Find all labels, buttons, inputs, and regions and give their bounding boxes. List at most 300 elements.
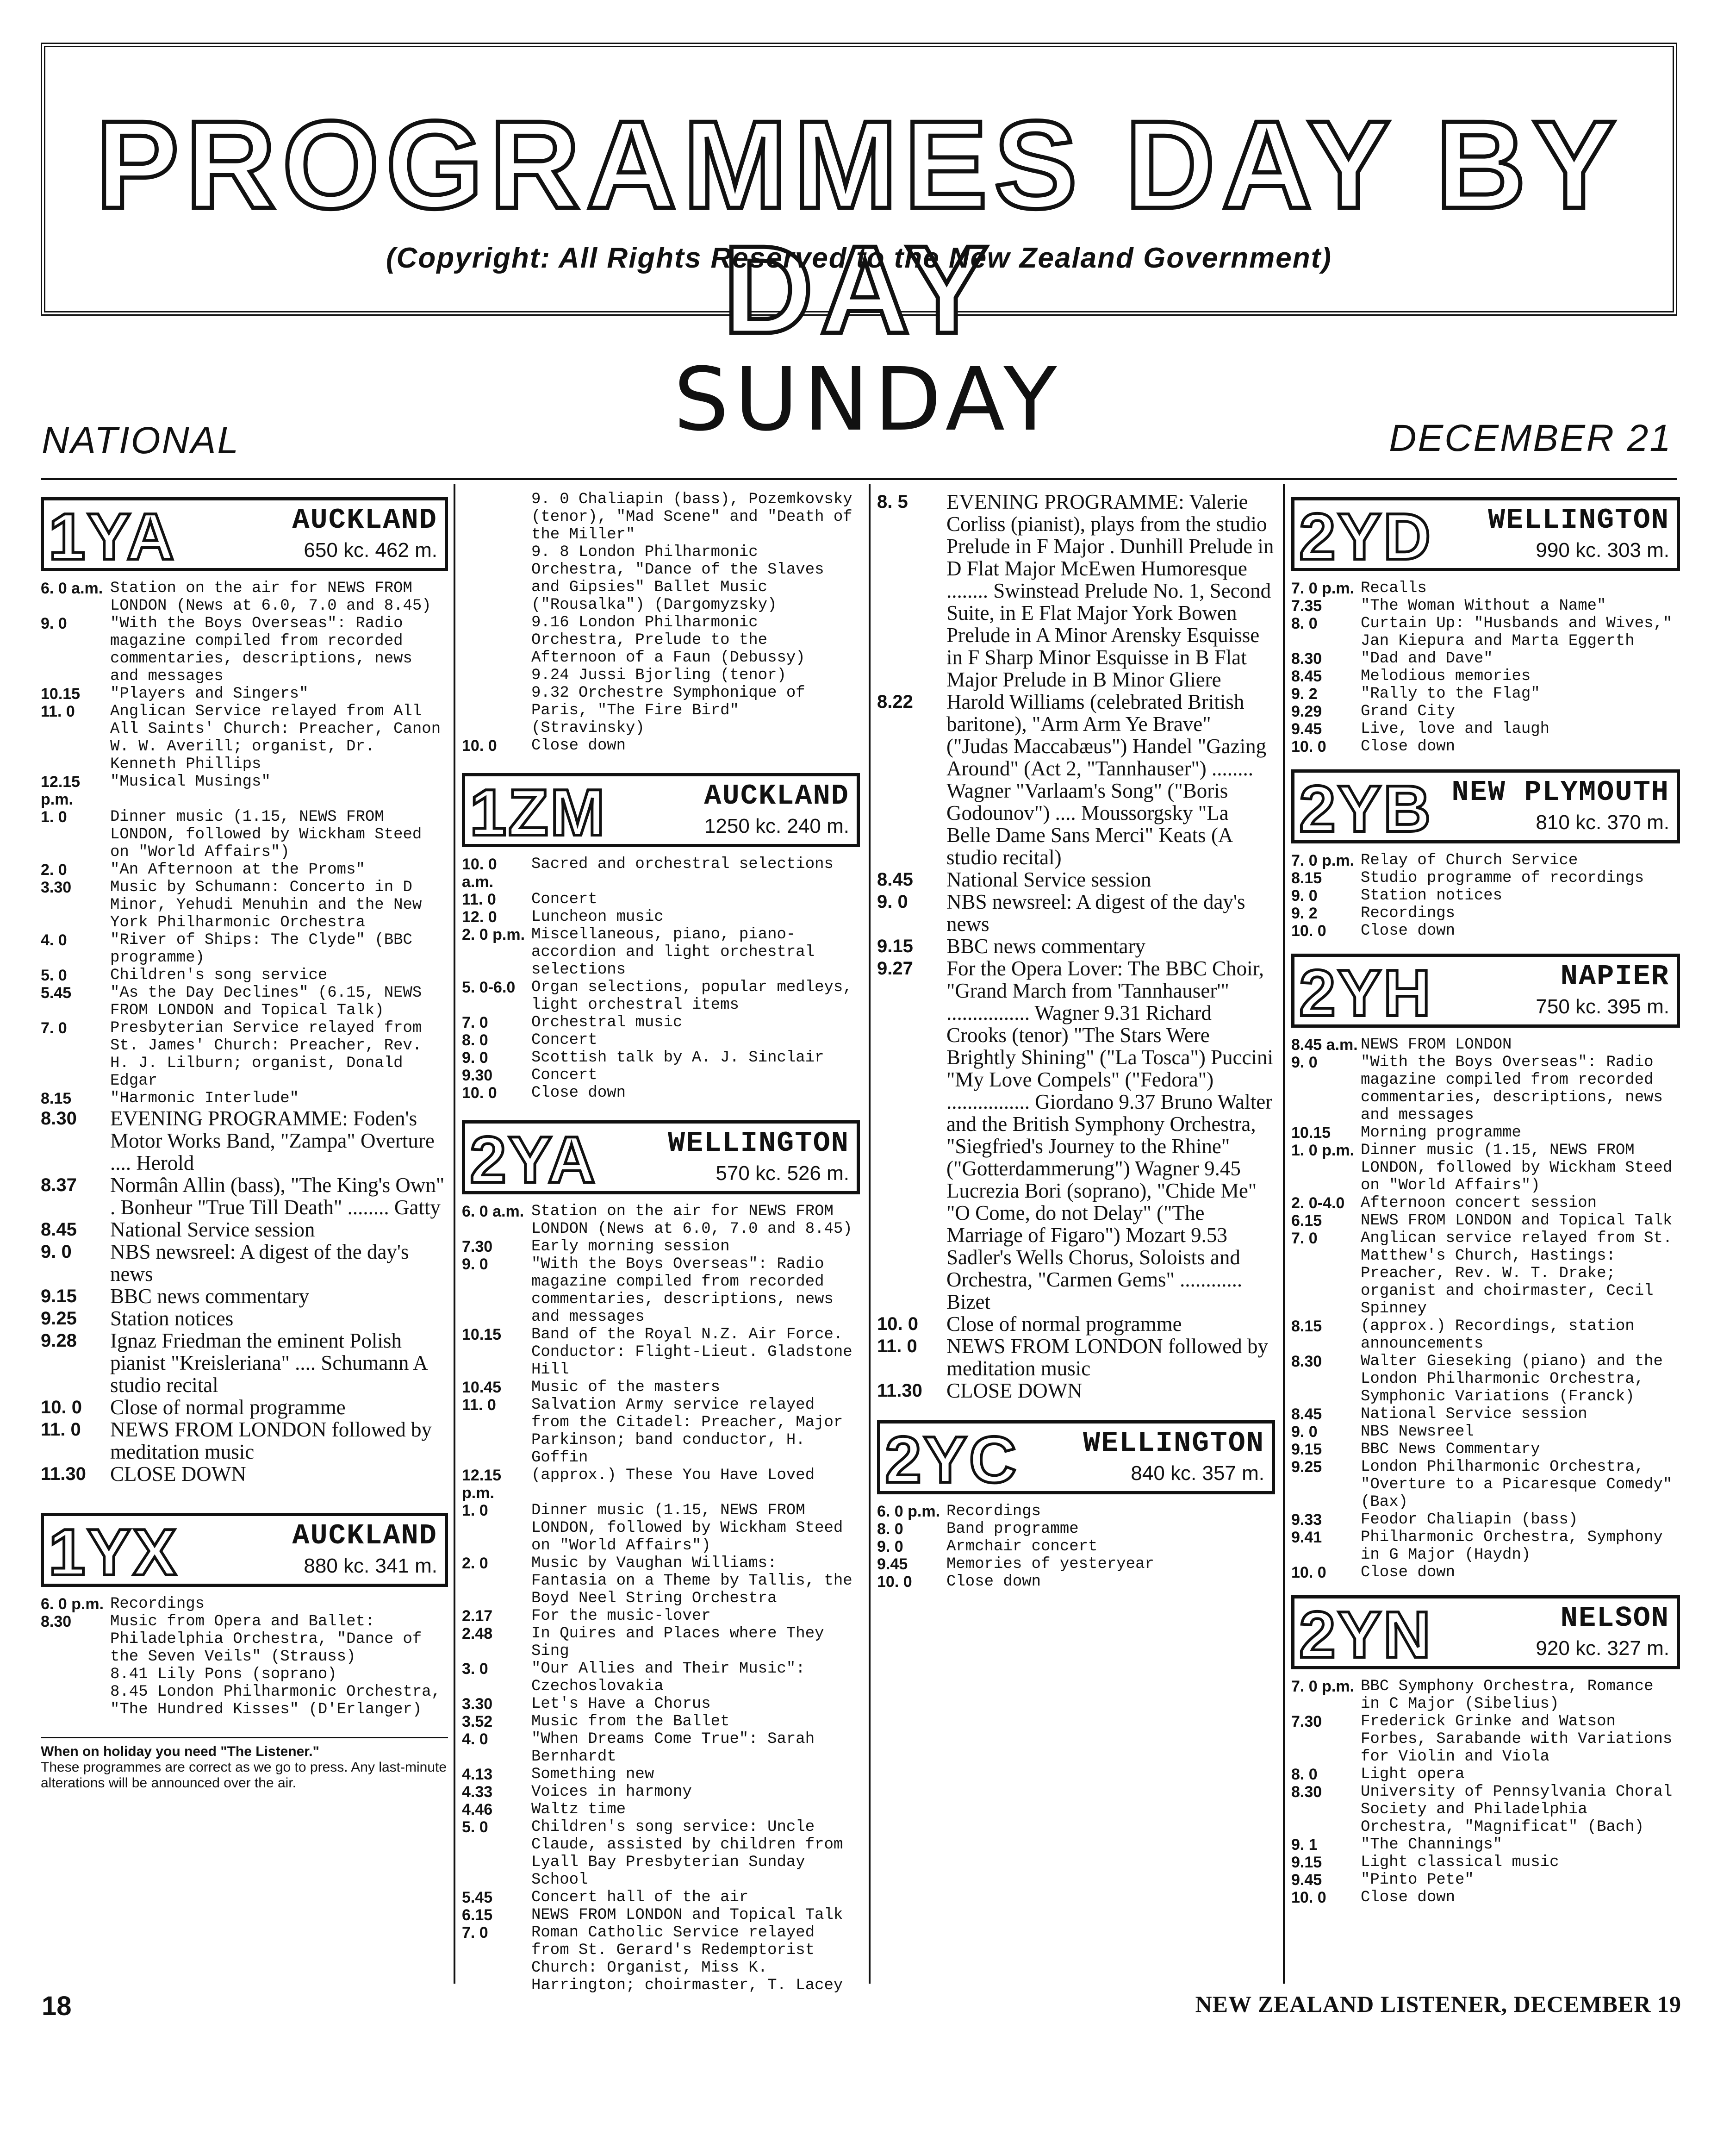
programme-time: 6.15 <box>1291 1212 1322 1230</box>
programme-time <box>462 684 531 737</box>
station-2yc <box>877 1420 1275 1497</box>
programme-description: NBS newsreel: A digest of the day's news <box>946 890 1245 936</box>
programme-description: Concert hall of the air <box>531 1889 749 1906</box>
programme-description: Anglican Service relayed from All All Saints' Church: Preacher, Canon W. W. Averill; organist, Dr. Kenneth Phillips <box>110 703 441 773</box>
programme-description: Curtain Up: "Husbands and Wives," Jan Kiepura and Marta Eggerth <box>1361 615 1673 650</box>
programme-description: Station notices <box>1361 887 1503 905</box>
programme-time: 3.52 <box>462 1713 493 1730</box>
programme-time <box>41 1666 110 1683</box>
programme-list-2yh <box>1291 1036 1680 1581</box>
programme-time: 5.45 <box>462 1889 493 1906</box>
programme-description: Concert <box>531 1031 597 1049</box>
programme-description: EVENING PROGRAMME: Foden's Motor Works Band, "Zampa" Overture .... Herold <box>110 1107 435 1174</box>
station-city: NAPIER <box>1560 960 1669 993</box>
programme-list-2yd <box>1291 580 1680 755</box>
programme-description: "With the Boys Overseas": Radio magazine compiled from recorded commentaries, descriptions, news and messages <box>531 1255 834 1326</box>
programme-description: Light classical music <box>1361 1854 1559 1871</box>
programme-description: Music by Schumann: Concerto in D Minor, Yehudi Menuhin and the New York Philharmonic Orchestra <box>110 879 422 931</box>
station-city: NEW PLYMOUTH <box>1451 776 1669 809</box>
programme-entry <box>1291 738 1680 755</box>
programme-entry <box>1291 1783 1680 1836</box>
programme-description: Voices in harmony <box>531 1783 692 1801</box>
programme-entry <box>462 1049 860 1067</box>
programme-entry <box>1291 1212 1680 1230</box>
programme-description: Normân Allin (bass), "The King's Own" . Bonheur "True Till Death" ........ Gatty <box>110 1174 445 1219</box>
programme-description: Station notices <box>110 1307 234 1330</box>
programme-time: 1. 0 <box>41 808 67 826</box>
programme-description: Station on the air for NEWS FROM LONDON (News at 6.0, 7.0 and 8.45) <box>110 580 431 615</box>
programme-description: Close down <box>1361 1889 1456 1906</box>
programme-time: 8.30 <box>41 1108 77 1129</box>
programme-entry <box>462 926 860 979</box>
programme-entry <box>1291 905 1680 922</box>
programme-description: BBC news commentary <box>946 935 1145 958</box>
programme-time: 11.30 <box>41 1464 86 1484</box>
programme-description: BBC Symphony Orchestra, Romance in C Major (Sibelius) <box>1361 1678 1654 1713</box>
programme-time: 11. 0 <box>462 891 496 908</box>
programme-time: 4. 0 <box>41 931 67 949</box>
note-heading: When on holiday you need "The Listener." <box>41 1744 319 1759</box>
programme-description: National Service session <box>1361 1405 1587 1423</box>
programme-time: 10. 0 a.m. <box>462 855 497 891</box>
programme-entry <box>877 957 1275 1313</box>
programme-time: 12. 0 <box>462 908 497 926</box>
programme-entry <box>41 1396 448 1418</box>
programme-description: Presbyterian Service relayed from St. James' Church: Preacher, Rev. H. J. Lilburn; organist, Donald Edgar <box>110 1019 422 1090</box>
programme-description: National Service session <box>946 868 1151 891</box>
programme-description: Salvation Army service relayed from the Citadel: Preacher, Major Parkinson; band conductor, H. Goffin <box>531 1396 843 1467</box>
programme-entry <box>41 1418 448 1463</box>
column-3 <box>877 491 1275 1972</box>
programme-entry <box>462 667 860 684</box>
programme-time: 7.30 <box>1291 1713 1322 1730</box>
programme-description: "The Channings" <box>1361 1836 1503 1854</box>
programme-entry <box>41 1666 448 1683</box>
programme-description: Close down <box>946 1573 1041 1591</box>
programme-entry <box>41 1107 448 1174</box>
station-1zm <box>462 773 860 847</box>
programme-list-1zm <box>462 855 860 1102</box>
masthead-title: PROGRAMMES DAY BY DAY <box>95 95 1623 360</box>
programme-description: Dinner music (1.15, NEWS FROM LONDON, followed by Wickham Steed on "World Affairs") <box>1361 1142 1673 1194</box>
programme-entry <box>1291 869 1680 887</box>
programme-entry <box>877 1520 1275 1538</box>
programme-description: BBC News Commentary <box>1361 1441 1540 1458</box>
programme-description: (approx.) These You Have Loved <box>531 1467 815 1484</box>
programme-entry <box>877 691 1275 868</box>
programme-description: Something new <box>531 1766 654 1783</box>
programme-entry <box>462 1695 860 1713</box>
programme-description: Recalls <box>1361 580 1427 597</box>
programme-time: 8.45 <box>41 1219 77 1240</box>
programme-description: Close down <box>1361 922 1456 940</box>
programme-time: 10. 0 <box>1291 1564 1326 1581</box>
programme-list-2yn <box>1291 1678 1680 1906</box>
column-2 <box>462 491 860 1994</box>
programme-description: NBS Newsreel <box>1361 1423 1474 1441</box>
programme-entry <box>1291 887 1680 905</box>
programme-entry <box>1291 1194 1680 1212</box>
programme-time: 6. 0 a.m. <box>41 580 103 597</box>
programme-description: Morning programme <box>1361 1124 1521 1142</box>
programme-entry <box>41 703 448 773</box>
programme-time: 8.15 <box>1291 1317 1322 1335</box>
programme-time: 9. 0 <box>877 892 908 912</box>
programme-time: 6. 0 p.m. <box>41 1595 104 1613</box>
station-city: AUCKLAND <box>704 780 849 812</box>
programme-entry <box>1291 1871 1680 1889</box>
station-2ya <box>462 1120 860 1197</box>
programme-description: Close of normal programme <box>946 1312 1182 1336</box>
programme-time: 7. 0 p.m. <box>1291 580 1355 597</box>
programme-entry <box>41 861 448 879</box>
programme-entry <box>462 1084 860 1102</box>
programme-time: 10.15 <box>1291 1124 1331 1142</box>
programme-description: "With the Boys Overseas": Radio magazine compiled from recorded commentaries, descriptions, news and messages <box>110 615 412 685</box>
programme-description: Children's song service <box>110 967 328 984</box>
station-frequency: 840 kc. 357 m. <box>1131 1462 1264 1485</box>
programme-entry <box>1291 703 1680 720</box>
station-calls: 1ZM <box>470 776 607 849</box>
programme-entry <box>41 967 448 984</box>
programme-entry <box>1291 1511 1680 1529</box>
programme-entry <box>462 1031 860 1049</box>
programme-time: 9.15 <box>1291 1854 1322 1871</box>
programme-time <box>41 1683 110 1718</box>
programme-entry <box>1291 1458 1680 1511</box>
programme-entry <box>877 1380 1275 1402</box>
date-label: DECEMBER 21 <box>1389 417 1672 459</box>
programme-entry <box>462 1607 860 1625</box>
programme-time: 7. 0 <box>462 1924 488 1942</box>
station-calls: 2YB <box>1299 772 1433 846</box>
column-divider <box>454 484 455 1984</box>
programme-description: "An Afternoon at the Proms" <box>110 861 365 879</box>
programme-time: 8. 5 <box>877 492 908 512</box>
programme-entry <box>1291 1441 1680 1458</box>
programme-entry <box>1291 1036 1680 1054</box>
programme-entry <box>462 1906 860 1924</box>
programme-time: 2.17 <box>462 1607 493 1625</box>
programme-time: 7. 0 <box>1291 1230 1318 1247</box>
programme-time: 9.15 <box>41 1286 77 1306</box>
station-2yh <box>1291 954 1680 1028</box>
programme-description: Orchestral music <box>531 1014 683 1031</box>
programme-description: Concert <box>531 891 597 908</box>
programme-entry <box>41 1330 448 1396</box>
programme-entry <box>462 1255 860 1326</box>
programme-description: NEWS FROM LONDON and Topical Talk <box>531 1906 843 1924</box>
programme-entry <box>1291 1678 1680 1713</box>
programme-time: 9.45 <box>877 1555 908 1573</box>
programme-entry <box>1291 1854 1680 1871</box>
station-frequency: 810 kc. 370 m. <box>1536 811 1669 834</box>
programme-description: 8.41 Lily Pons (soprano) <box>110 1666 337 1683</box>
programme-entry <box>41 685 448 703</box>
programme-time: 5. 0 <box>462 1818 488 1836</box>
programme-entry <box>41 1218 448 1241</box>
programme-description: NEWS FROM LONDON and Topical Talk <box>1361 1212 1673 1230</box>
programme-entry <box>1291 1423 1680 1441</box>
programme-description: "Players and Singers" <box>110 685 309 703</box>
programme-description: Close down <box>1361 1564 1456 1581</box>
station-calls: 2YN <box>1299 1598 1433 1672</box>
programme-description: "When Dreams Come True": Sarah Bernhardt <box>531 1730 815 1766</box>
station-2yb <box>1291 769 1680 846</box>
programme-description: 9. 8 London Philharmonic Orchestra, "Dance of the Slaves and Gipsies" Ballet Music ("Rousalka") (Dargomyzsky) <box>531 543 824 614</box>
note-body: These programmes are correct as we go to press. Any last-minute alterations will be announced over the air. <box>41 1760 447 1791</box>
station-frequency: 880 kc. 341 m. <box>304 1555 437 1577</box>
station-city: AUCKLAND <box>292 504 437 537</box>
station-calls: 2YH <box>1299 956 1433 1030</box>
programme-entry <box>877 891 1275 935</box>
programme-time: 9. 0 <box>1291 1423 1318 1441</box>
station-frequency: 650 kc. 462 m. <box>304 539 437 562</box>
programme-description: Feodor Chaliapin (bass) <box>1361 1511 1578 1529</box>
programme-entry <box>877 1313 1275 1335</box>
programme-time: 8.45 a.m. <box>1291 1036 1358 1054</box>
programme-entry <box>462 491 860 543</box>
programme-list-2yc <box>877 1503 1275 1591</box>
programme-time: 9. 0 <box>462 1255 488 1273</box>
programme-entry <box>462 1713 860 1730</box>
programme-time: 9.41 <box>1291 1529 1322 1546</box>
programme-time: 10. 0 <box>462 737 497 755</box>
programme-description: In Quires and Places where They Sing <box>531 1625 824 1660</box>
programme-description: "As the Day Declines" (6.15, NEWS FROM LONDON and Topical Talk) <box>110 984 422 1019</box>
programme-description: Grand City <box>1361 703 1456 720</box>
programme-entry <box>1291 685 1680 703</box>
programme-description: CLOSE DOWN <box>946 1379 1083 1402</box>
programme-time: 6.15 <box>462 1906 493 1924</box>
programme-time <box>462 614 531 667</box>
programme-description: Close down <box>531 1084 626 1102</box>
programme-entry <box>462 1326 860 1379</box>
programme-entry <box>462 1555 860 1607</box>
programme-time: 9.15 <box>877 936 913 956</box>
station-city: AUCKLAND <box>292 1519 437 1552</box>
station-calls: 2YD <box>1299 500 1433 574</box>
programme-description: NEWS FROM LONDON followed by meditation music <box>946 1335 1268 1380</box>
programme-entry <box>41 773 448 808</box>
programme-time: 9. 0 <box>1291 887 1318 905</box>
station-frequency: 750 kc. 395 m. <box>1536 995 1669 1018</box>
programme-description: Dinner music (1.15, NEWS FROM LONDON, followed by Wickham Steed on "World Affairs") <box>110 808 422 861</box>
programme-time: 11.30 <box>877 1380 922 1401</box>
day-title: SUNDAY <box>673 349 1063 450</box>
programme-entry <box>462 855 860 891</box>
programme-time: 9. 2 <box>1291 905 1318 922</box>
programme-entry <box>877 1555 1275 1573</box>
programme-entry <box>462 979 860 1014</box>
programme-entry <box>462 1801 860 1818</box>
column-divider <box>869 484 871 1984</box>
programme-time: 9. 1 <box>1291 1836 1318 1854</box>
programme-description: For the Opera Lover: The BBC Choir, "Grand March from 'Tannhauser'" ................ Wagner 9.31 Richard Crooks (tenor) "The Stars Were Brightly Shining" ("La Tosca") Puccini "My Love Compels" ("Fedora") ................ Giordano 9.37 Bruno Walter and the British Symphony Orchestra, "Siegfried's Journey to the Rhine" ("Gotterdammerung") Wagner 9.45 Lucrezia Bori (soprano), "Chide Me" "O Come, do not Delay" ("The Marriage of Figaro") Mozart 9.53 Sadler's Wells Chorus, Soloists and Orchestra, "Carmen Gems" ............ Bizet <box>946 957 1274 1313</box>
programme-entry <box>1291 580 1680 597</box>
publication-line: NEW ZEALAND LISTENER, DECEMBER 19 <box>1195 1991 1681 2017</box>
programme-entry <box>41 1307 448 1330</box>
programme-description: 9.32 Orchestre Symphonique of Paris, "The Fire Bird" (Stravinsky) <box>531 684 805 737</box>
programme-description: National Service session <box>110 1218 315 1241</box>
programme-entry <box>462 1730 860 1766</box>
page-number: 18 <box>42 1991 72 2021</box>
programme-description: Music of the masters <box>531 1379 721 1396</box>
programme-entry <box>462 1660 860 1695</box>
editorial-note <box>41 1737 448 1791</box>
programme-entry <box>1291 1054 1680 1124</box>
station-calls: 1YA <box>49 500 176 574</box>
programme-time: 8.15 <box>1291 869 1322 887</box>
station-calls: 2YA <box>470 1123 597 1197</box>
programme-time: 8. 0 <box>1291 1766 1318 1783</box>
programme-entry <box>877 1573 1275 1591</box>
programme-description: Close down <box>531 737 626 755</box>
programme-time: 8.45 <box>877 869 913 890</box>
programme-description: Music from the Ballet <box>531 1713 730 1730</box>
programme-description: 8.45 London Philharmonic Orchestra, "The Hundred Kisses" (D'Erlanger) <box>110 1683 441 1718</box>
programme-description: Afternoon concert session <box>1361 1194 1597 1212</box>
programme-entry <box>1291 1836 1680 1854</box>
programme-time: 7. 0 <box>462 1014 488 1031</box>
programme-description: Ignaz Friedman the eminent Polish pianist "Kreisleriana" .... Schumann A studio recital <box>110 1329 427 1397</box>
programme-entry <box>41 1463 448 1485</box>
programme-time: 8.30 <box>1291 1353 1322 1370</box>
programme-entry <box>41 984 448 1019</box>
programme-description: "With the Boys Overseas": Radio magazine compiled from recorded commentaries, descriptions, news and messages <box>1361 1054 1663 1124</box>
programme-time: 5. 0 <box>41 967 67 984</box>
programme-time: 12.15 p.m. <box>462 1467 502 1502</box>
programme-entry <box>462 737 860 755</box>
programme-entry <box>1291 720 1680 738</box>
programme-description: "River of Ships: The Clyde" (BBC programme) <box>110 931 412 967</box>
programme-time: 7.30 <box>462 1238 493 1255</box>
programme-time: 11. 0 <box>877 1336 917 1356</box>
station-calls: 1YX <box>49 1516 179 1589</box>
programme-entry <box>41 879 448 931</box>
programme-entry <box>462 1818 860 1889</box>
programme-description: Studio programme of recordings <box>1361 869 1644 887</box>
programme-time: 9. 0 <box>462 1049 488 1067</box>
programme-entry <box>877 1538 1275 1555</box>
programme-description: Anglican service relayed from St. Matthew's Church, Hastings: Preacher, Rev. W. T. Drake; organist and choirmaster, Cecil Spinney <box>1361 1230 1673 1317</box>
programme-entry <box>462 891 860 908</box>
programme-description: Band of the Royal N.Z. Air Force. Conductor: Flight-Lieut. Gladstone Hill <box>531 1326 852 1379</box>
programme-time: 4.13 <box>462 1766 493 1783</box>
programme-time: 10.15 <box>462 1326 502 1343</box>
programme-description: 9.16 London Philharmonic Orchestra, Prelude to the Afternoon of a Faun (Debussy) <box>531 614 805 667</box>
programme-entry <box>41 1241 448 1285</box>
programme-entry <box>462 1766 860 1783</box>
programme-description: Walter Gieseking (piano) and the London Philharmonic Orchestra, Symphonic Variations (Franck) <box>1361 1353 1663 1405</box>
programme-time: 5.45 <box>41 984 72 1002</box>
programme-description: Concert <box>531 1067 597 1084</box>
programme-description: Sacred and orchestral selections <box>531 855 834 873</box>
programme-time: 3. 0 <box>462 1660 488 1678</box>
programme-time: 10.45 <box>462 1379 502 1396</box>
programme-entry <box>877 1503 1275 1520</box>
programme-description: Band programme <box>946 1520 1079 1538</box>
programme-description: Early morning session <box>531 1238 730 1255</box>
programme-entry <box>41 808 448 861</box>
programme-entry <box>41 580 448 615</box>
programme-time: 9. 0 <box>41 615 67 632</box>
programme-entry <box>462 1396 860 1467</box>
header-rule <box>41 478 1677 480</box>
programme-entry <box>462 1238 860 1255</box>
programme-time: 9.25 <box>41 1308 77 1329</box>
programme-description: 9.24 Jussi Bjorling (tenor) <box>531 667 786 684</box>
programme-time: 9.29 <box>1291 703 1322 720</box>
programme-description: Harold Williams (celebrated British baritone), "Arm Arm Ye Brave" ("Judas Maccabæus") Handel "Gazing Around" (Act 2, "Tannhauser") ........ Wagner "Varlaam's Song" ("Boris Godounov") .... Moussorgsky "La Belle Dame Sans Merci" Keats (A studio recital) <box>946 690 1267 869</box>
programme-entry <box>41 1019 448 1090</box>
programme-entry <box>1291 1529 1680 1564</box>
programme-time: 6. 0 p.m. <box>877 1503 940 1520</box>
programme-time: 8. 0 <box>1291 615 1318 632</box>
programme-description: Children's song service: Uncle Claude, assisted by children from Lyall Bay Presbyterian Sunday School <box>531 1818 843 1889</box>
programme-time: 9. 2 <box>1291 685 1318 703</box>
station-2yn <box>1291 1595 1680 1672</box>
station-calls: 2YC <box>885 1423 1019 1497</box>
station-city: WELLINGTON <box>1487 504 1669 537</box>
programme-entry <box>41 615 448 685</box>
programme-time: 2. 0 <box>41 861 67 879</box>
programme-time: 10. 0 <box>877 1573 912 1591</box>
programme-time: 9.25 <box>1291 1458 1322 1476</box>
programme-entry <box>1291 1124 1680 1142</box>
programme-time: 8.30 <box>41 1613 72 1630</box>
programme-entry <box>1291 1713 1680 1766</box>
programme-description: Scottish talk by A. J. Sinclair <box>531 1049 824 1067</box>
programme-entry <box>1291 1564 1680 1581</box>
programme-description: "Dad and Dave" <box>1361 650 1493 668</box>
programme-description: Let's Have a Chorus <box>531 1695 711 1713</box>
programme-time: 7. 0 p.m. <box>1291 1678 1355 1695</box>
programme-entry <box>1291 1405 1680 1423</box>
programme-entry <box>877 935 1275 957</box>
programme-description: Music from Opera and Ballet: Philadelphia Orchestra, "Dance of the Seven Veils" (Strauss) <box>110 1613 422 1666</box>
programme-entry <box>462 1924 860 1994</box>
programme-description: "Our Allies and Their Music": Czechoslovakia <box>531 1660 805 1695</box>
programme-description: Philharmonic Orchestra, Symphony in G Major (Haydn) <box>1361 1529 1663 1564</box>
programme-description: Recordings <box>946 1503 1041 1520</box>
programme-description: Music by Vaughan Williams: Fantasia on a Theme by Tallis, the Boyd Neel String Orchestra <box>531 1555 852 1607</box>
programme-entry <box>462 1014 860 1031</box>
programme-description: Frederick Grinke and Watson Forbes, Sarabande with Variations for Violin and Viola <box>1361 1713 1673 1766</box>
programme-time: 3.30 <box>41 879 72 896</box>
programme-time: 9.30 <box>462 1067 493 1084</box>
station-frequency: 570 kc. 526 m. <box>716 1162 849 1185</box>
programme-time: 11. 0 <box>462 1396 496 1414</box>
programme-time: 9.45 <box>1291 1871 1322 1889</box>
programme-list-1yx-cont <box>462 491 860 755</box>
programme-description: Recordings <box>110 1595 205 1613</box>
programme-description: Dinner music (1.15, NEWS FROM LONDON, followed by Wickham Steed on "World Affairs") <box>531 1502 843 1555</box>
programme-time: 2.48 <box>462 1625 493 1642</box>
programme-time: 10. 0 <box>1291 1889 1326 1906</box>
programme-time: 9. 0 <box>877 1538 903 1555</box>
programme-time: 5. 0-6.0 <box>462 979 516 996</box>
programme-entry <box>1291 597 1680 615</box>
station-city: NELSON <box>1560 1602 1669 1635</box>
programme-entry <box>41 1090 448 1107</box>
programme-time: 9.45 <box>1291 720 1322 738</box>
programme-entry <box>462 1379 860 1396</box>
programme-entry <box>41 931 448 967</box>
programme-time: 4.46 <box>462 1801 493 1818</box>
programme-time: 9.15 <box>1291 1441 1322 1458</box>
programme-time: 1. 0 p.m. <box>1291 1142 1355 1159</box>
